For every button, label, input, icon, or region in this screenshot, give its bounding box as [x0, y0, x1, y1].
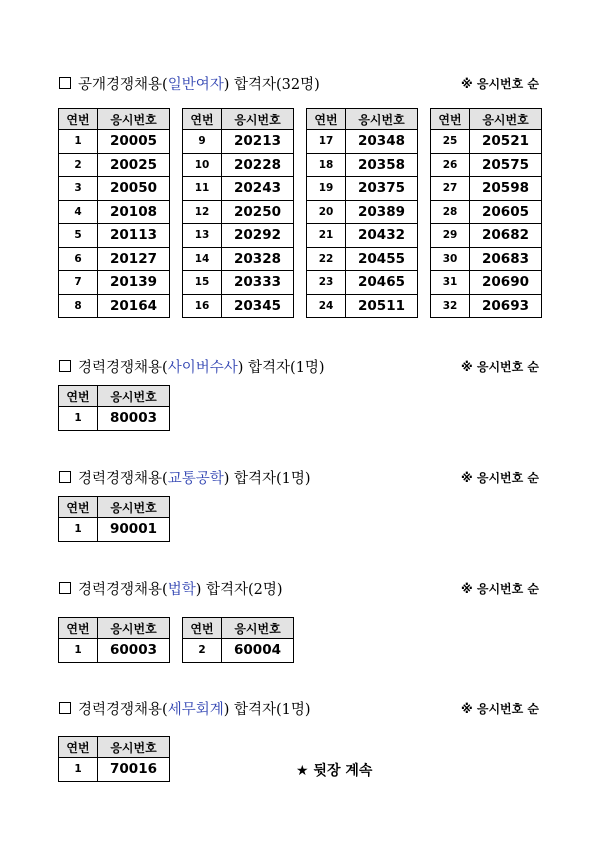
header-exam-number: 응시번호 [346, 109, 418, 130]
serial-number-cell: 7 [59, 271, 98, 295]
serial-number-cell: 2 [183, 639, 222, 663]
table-header-row [183, 618, 294, 639]
sort-note: ※ 응시번호 순 [461, 702, 539, 716]
serial-number-cell: 9 [183, 130, 222, 154]
serial-number-cell: 17 [307, 130, 346, 154]
exam-number-cell: 20025 [98, 153, 170, 177]
table-row [431, 177, 542, 201]
exam-number-cell: 20521 [470, 130, 542, 154]
exam-number-cell: 20693 [470, 294, 542, 318]
serial-number-cell: 4 [59, 200, 98, 224]
title-category: 사이버수사 [167, 360, 238, 376]
table-row [307, 247, 418, 271]
section-heading [59, 698, 539, 718]
serial-number-cell: 8 [59, 294, 98, 318]
exam-number-cell: 20108 [98, 200, 170, 224]
serial-number-cell: 1 [59, 407, 98, 431]
table-header-row [59, 497, 170, 518]
serial-number-cell: 11 [183, 177, 222, 201]
serial-number-cell: 10 [183, 153, 222, 177]
serial-number-cell: 13 [183, 224, 222, 248]
table-row [183, 224, 294, 248]
serial-number-cell: 15 [183, 271, 222, 295]
continued-notice: ★ 뒷장 계속 [296, 763, 373, 779]
table-row [59, 758, 170, 782]
table-row [431, 294, 542, 318]
serial-number-cell: 14 [183, 247, 222, 271]
results-table [58, 617, 170, 663]
exam-number-cell: 20358 [346, 153, 418, 177]
exam-number-cell: 20139 [98, 271, 170, 295]
title-suffix: ) 합격자(1명) [223, 702, 311, 718]
serial-number-cell: 2 [59, 153, 98, 177]
serial-number-cell: 19 [307, 177, 346, 201]
serial-number-cell: 6 [59, 247, 98, 271]
serial-number-cell: 16 [183, 294, 222, 318]
exam-number-cell: 20598 [470, 177, 542, 201]
serial-number-cell: 23 [307, 271, 346, 295]
table-header-row [307, 109, 418, 130]
exam-number-cell: 20455 [346, 247, 418, 271]
section-heading [59, 578, 539, 598]
exam-number-cell: 70016 [98, 758, 170, 782]
section-heading [59, 73, 539, 93]
header-serial-number: 연번 [59, 109, 98, 130]
table-row [59, 177, 170, 201]
exam-number-cell: 20333 [222, 271, 294, 295]
exam-number-cell: 90001 [98, 518, 170, 542]
table-row [183, 177, 294, 201]
section-heading [59, 467, 539, 487]
table-row [183, 153, 294, 177]
header-exam-number: 응시번호 [470, 109, 542, 130]
sort-note: ※ 응시번호 순 [461, 471, 539, 485]
results-table [430, 108, 542, 318]
table-row [59, 294, 170, 318]
checkbox-square-icon [59, 360, 71, 372]
header-exam-number: 응시번호 [222, 618, 294, 639]
section-title [78, 578, 283, 599]
serial-number-cell: 3 [59, 177, 98, 201]
table-row [307, 224, 418, 248]
exam-number-cell: 80003 [98, 407, 170, 431]
title-category: 법학 [167, 582, 196, 598]
serial-number-cell: 29 [431, 224, 470, 248]
table-row [307, 153, 418, 177]
checkbox-square-icon [59, 77, 71, 89]
checkbox-square-icon [59, 582, 71, 594]
exam-number-cell: 20127 [98, 247, 170, 271]
title-prefix: 경력경쟁채용( [78, 360, 168, 376]
exam-number-cell: 20292 [222, 224, 294, 248]
table-row [59, 130, 170, 154]
table-row [431, 224, 542, 248]
header-exam-number: 응시번호 [98, 386, 170, 407]
exam-number-cell: 20389 [346, 200, 418, 224]
table-header-row [59, 737, 170, 758]
results-table [306, 108, 418, 318]
title-prefix: 경력경쟁채용( [78, 702, 168, 718]
table-row [183, 200, 294, 224]
serial-number-cell: 28 [431, 200, 470, 224]
exam-number-cell: 20228 [222, 153, 294, 177]
header-exam-number: 응시번호 [98, 618, 170, 639]
table-row [431, 130, 542, 154]
exam-number-cell: 20375 [346, 177, 418, 201]
table-row [59, 518, 170, 542]
table-row [431, 200, 542, 224]
exam-number-cell: 20432 [346, 224, 418, 248]
title-prefix: 경력경쟁채용( [78, 582, 168, 598]
exam-number-cell: 20605 [470, 200, 542, 224]
header-serial-number: 연번 [59, 497, 98, 518]
exam-number-cell: 60004 [222, 639, 294, 663]
header-serial-number: 연번 [59, 737, 98, 758]
serial-number-cell: 12 [183, 200, 222, 224]
table-row [307, 200, 418, 224]
exam-number-cell: 20050 [98, 177, 170, 201]
serial-number-cell: 22 [307, 247, 346, 271]
header-serial-number: 연번 [183, 109, 222, 130]
table-row [59, 639, 170, 663]
table-row [59, 224, 170, 248]
serial-number-cell: 20 [307, 200, 346, 224]
checkbox-square-icon [59, 702, 71, 714]
exam-number-cell: 20243 [222, 177, 294, 201]
exam-number-cell: 20005 [98, 130, 170, 154]
serial-number-cell: 18 [307, 153, 346, 177]
table-row [59, 200, 170, 224]
exam-number-cell: 20465 [346, 271, 418, 295]
results-table [58, 736, 170, 782]
table-row [183, 294, 294, 318]
table-row [183, 247, 294, 271]
section-title [78, 467, 311, 488]
table-row [59, 247, 170, 271]
exam-number-cell: 20682 [470, 224, 542, 248]
table-row [183, 271, 294, 295]
serial-number-cell: 30 [431, 247, 470, 271]
table-row [431, 247, 542, 271]
serial-number-cell: 24 [307, 294, 346, 318]
exam-number-cell: 20683 [470, 247, 542, 271]
title-category: 교통공학 [167, 471, 224, 487]
section-title [78, 356, 325, 377]
table-header-row [59, 109, 170, 130]
serial-number-cell: 1 [59, 639, 98, 663]
sort-note: ※ 응시번호 순 [461, 360, 539, 374]
table-header-row [431, 109, 542, 130]
table-row [431, 271, 542, 295]
table-row [59, 271, 170, 295]
header-serial-number: 연번 [307, 109, 346, 130]
title-category: 세무회계 [167, 702, 224, 718]
header-exam-number: 응시번호 [98, 497, 170, 518]
table-header-row [183, 109, 294, 130]
title-prefix: 공개경쟁채용( [78, 77, 168, 93]
table-row [59, 407, 170, 431]
results-table [58, 108, 170, 318]
table-header-row [59, 618, 170, 639]
checkbox-square-icon [59, 471, 71, 483]
header-serial-number: 연번 [59, 618, 98, 639]
results-table [58, 496, 170, 542]
results-table [182, 108, 294, 318]
header-serial-number: 연번 [431, 109, 470, 130]
serial-number-cell: 25 [431, 130, 470, 154]
exam-number-cell: 20575 [470, 153, 542, 177]
exam-number-cell: 20213 [222, 130, 294, 154]
exam-number-cell: 20164 [98, 294, 170, 318]
header-exam-number: 응시번호 [222, 109, 294, 130]
exam-number-cell: 20345 [222, 294, 294, 318]
serial-number-cell: 26 [431, 153, 470, 177]
table-header-row [59, 386, 170, 407]
header-exam-number: 응시번호 [98, 109, 170, 130]
section-title [78, 698, 311, 719]
sort-note: ※ 응시번호 순 [461, 77, 539, 91]
title-suffix: ) 합격자(2명) [195, 582, 283, 598]
exam-number-cell: 20348 [346, 130, 418, 154]
title-suffix: ) 합격자(1명) [237, 360, 325, 376]
exam-number-cell: 20250 [222, 200, 294, 224]
exam-number-cell: 60003 [98, 639, 170, 663]
header-serial-number: 연번 [59, 386, 98, 407]
serial-number-cell: 5 [59, 224, 98, 248]
table-row [307, 271, 418, 295]
table-row [307, 130, 418, 154]
exam-number-cell: 20690 [470, 271, 542, 295]
table-row [183, 639, 294, 663]
section-heading [59, 356, 539, 376]
serial-number-cell: 1 [59, 518, 98, 542]
header-exam-number: 응시번호 [98, 737, 170, 758]
table-row [307, 294, 418, 318]
exam-number-cell: 20113 [98, 224, 170, 248]
serial-number-cell: 1 [59, 758, 98, 782]
title-suffix: ) 합격자(32명) [223, 77, 320, 93]
section-title [78, 73, 320, 94]
table-row [183, 130, 294, 154]
title-suffix: ) 합격자(1명) [223, 471, 311, 487]
serial-number-cell: 21 [307, 224, 346, 248]
serial-number-cell: 31 [431, 271, 470, 295]
title-prefix: 경력경쟁채용( [78, 471, 168, 487]
exam-number-cell: 20511 [346, 294, 418, 318]
sort-note: ※ 응시번호 순 [461, 582, 539, 596]
table-row [431, 153, 542, 177]
serial-number-cell: 1 [59, 130, 98, 154]
title-category: 일반여자 [167, 77, 224, 93]
exam-number-cell: 20328 [222, 247, 294, 271]
table-row [59, 153, 170, 177]
results-table [182, 617, 294, 663]
header-serial-number: 연번 [183, 618, 222, 639]
table-row [307, 177, 418, 201]
results-table [58, 385, 170, 431]
serial-number-cell: 27 [431, 177, 470, 201]
serial-number-cell: 32 [431, 294, 470, 318]
